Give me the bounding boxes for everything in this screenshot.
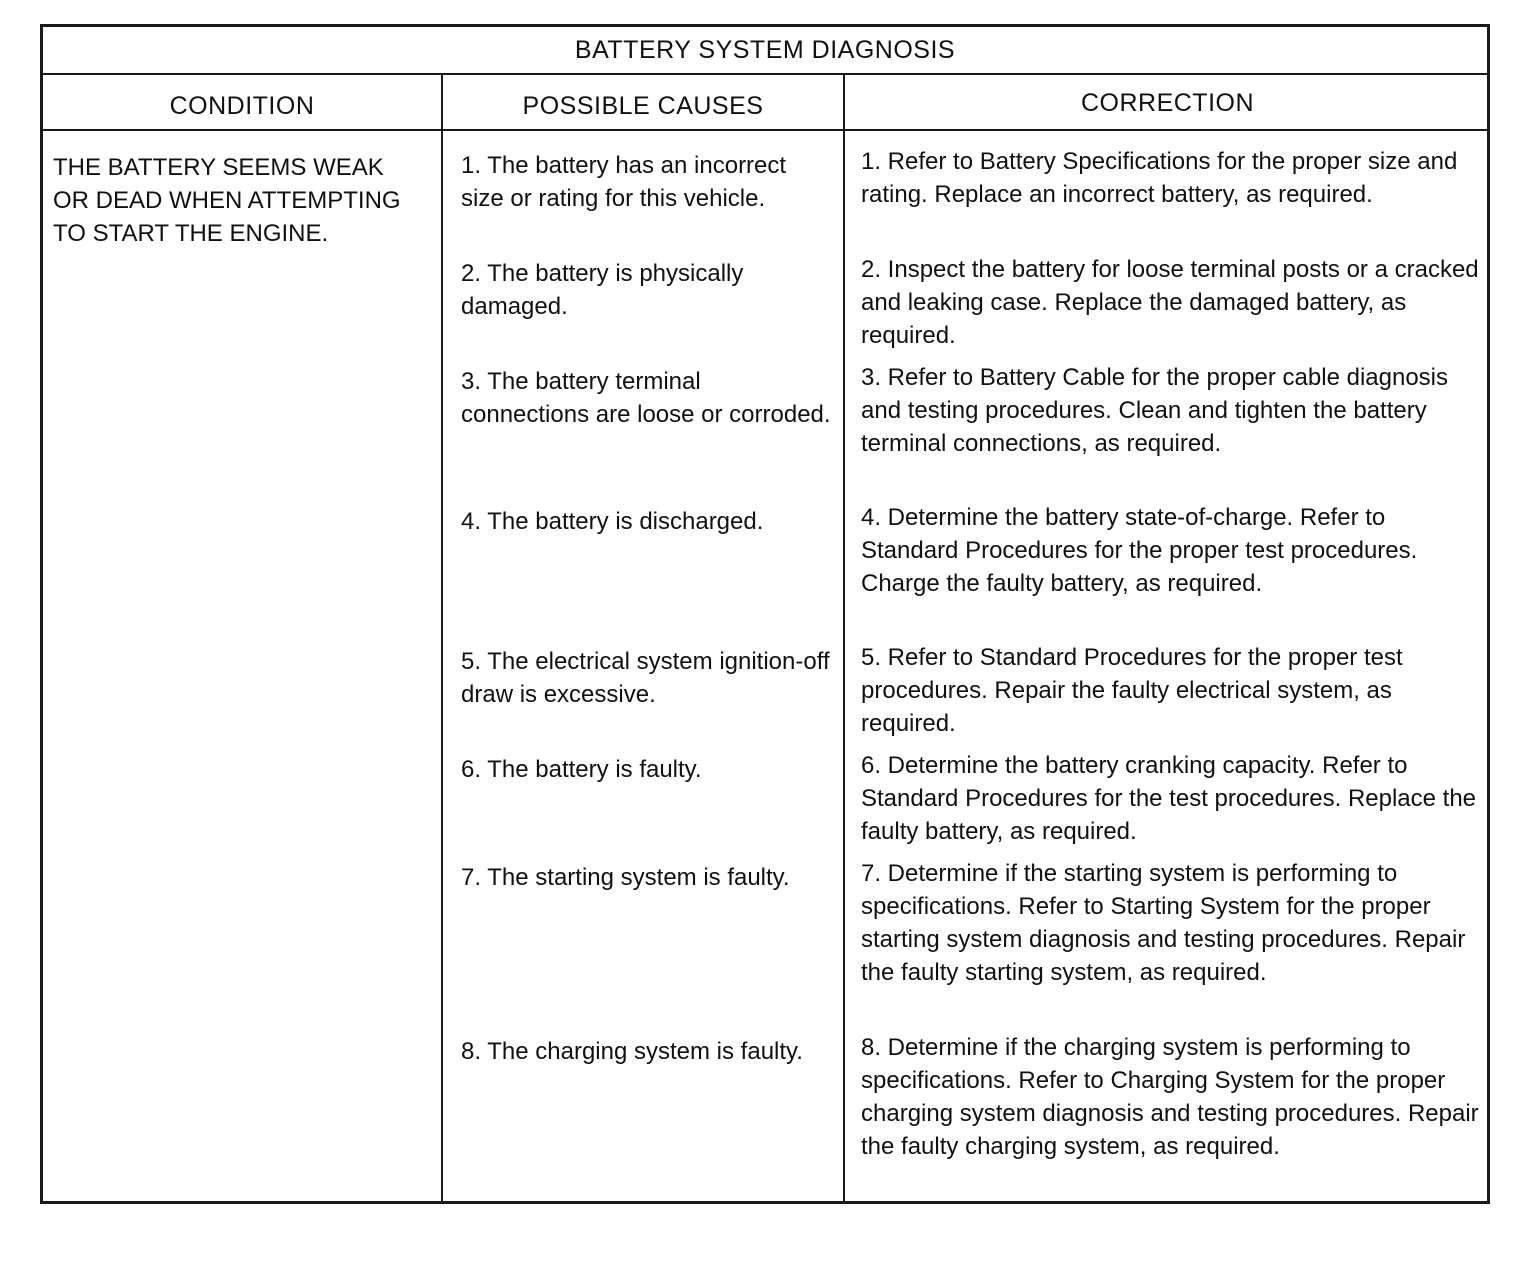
cause-8: 8. The charging system is faulty. xyxy=(461,1038,803,1065)
header-possible-causes: POSSIBLE CAUSES xyxy=(522,92,764,120)
cause-5: 5. The electrical system ignition-off draw is excessive. xyxy=(461,648,830,708)
correction-5: 5. Refer to Standard Procedures for the proper test procedures. Repair the faulty electrical system, as required. xyxy=(861,644,1403,737)
cause-6: 6. The battery is faulty. xyxy=(461,756,702,783)
correction-8: 8. Determine if the charging system is performing to specifications. Refer to Charging System for the proper charging system diagnosis and testing procedures. Repair the faulty charging system, as required. xyxy=(861,1034,1479,1160)
correction-2: 2. Inspect the battery for loose terminal posts or a cracked and leaking case. Replace the damaged battery, as required. xyxy=(861,256,1479,349)
table-title: BATTERY SYSTEM DIAGNOSIS xyxy=(43,27,1487,75)
diagnosis-table xyxy=(40,24,1490,1204)
cause-4: 4. The battery is discharged. xyxy=(461,508,764,535)
cause-7: 7. The starting system is faulty. xyxy=(461,864,790,891)
correction-4: 4. Determine the battery state-of-charge. Refer to Standard Procedures for the proper test procedures. Charge the faulty battery, as required. xyxy=(861,504,1418,597)
cause-2: 2. The battery is physically damaged. xyxy=(461,260,744,320)
header-correction: CORRECTION xyxy=(1080,89,1255,117)
header-condition: CONDITION xyxy=(169,92,315,120)
correction-6: 6. Determine the battery cranking capacity. Refer to Standard Procedures for the test procedures. Replace the faulty battery, as required. xyxy=(861,752,1477,845)
column-divider xyxy=(441,75,443,1201)
header-row xyxy=(43,75,1487,131)
correction-1: 1. Refer to Battery Specifications for the proper size and rating. Replace an incorrect battery, as required. xyxy=(861,148,1458,208)
correction-3: 3. Refer to Battery Cable for the proper cable diagnosis and testing procedures. Clean and tighten the battery terminal connections, as required. xyxy=(861,364,1448,457)
cause-3: 3. The battery terminal connections are loose or corroded. xyxy=(461,368,831,428)
correction-7: 7. Determine if the starting system is performing to specifications. Refer to Starting System for the proper starting system diagnosis and testing procedures. Repair the faulty starting system, as required. xyxy=(861,860,1466,986)
condition-text: THE BATTERY SEEMS WEAK OR DEAD WHEN ATTEMPTING TO START THE ENGINE. xyxy=(53,154,401,247)
column-divider xyxy=(843,75,845,1201)
cause-1: 1. The battery has an incorrect size or rating for this vehicle. xyxy=(461,152,787,212)
